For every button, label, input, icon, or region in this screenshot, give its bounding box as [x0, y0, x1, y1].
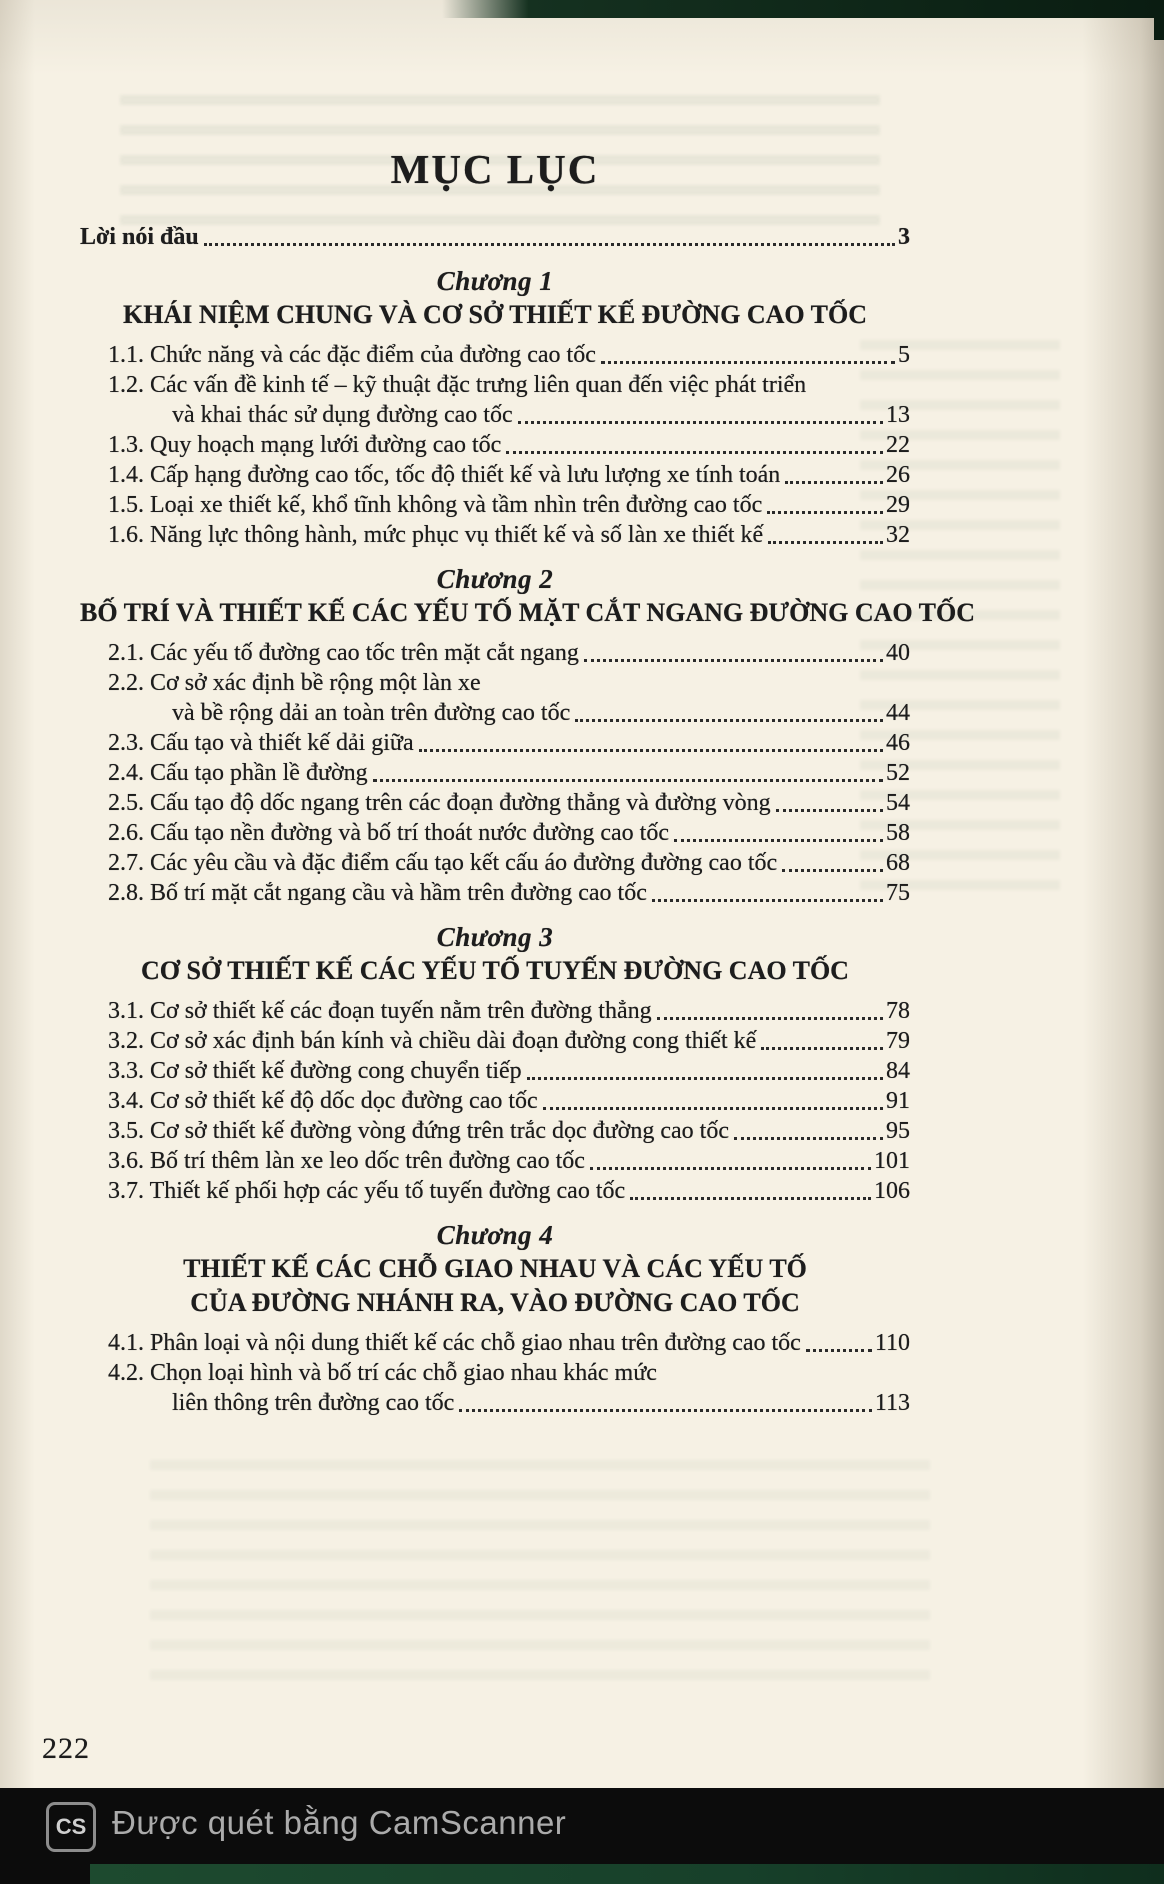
toc-entry-text: 3.3. Cơ sở thiết kế đường cong chuyển tiếp: [108, 1058, 522, 1084]
dot-leader: [527, 1056, 883, 1080]
toc-entry-page: 29: [886, 492, 910, 518]
toc-entry-page: 22: [886, 432, 910, 458]
toc-entry-text: 2.8. Bố trí mặt cắt ngang cầu và hầm trên đường cao tốc: [108, 880, 647, 906]
toc-entry-page: 46: [886, 730, 910, 756]
toc-entry-page: 44: [886, 700, 910, 726]
dot-leader: [785, 460, 883, 484]
toc-entry-text: 3.1. Cơ sở thiết kế các đoạn tuyến nằm trên đường thẳng: [108, 998, 652, 1024]
chapter-title: BỐ TRÍ VÀ THIẾT KẾ CÁC YẾU TỐ MẶT CẮT NGANG ĐƯỜNG CAO TỐC: [80, 598, 975, 627]
toc-entry: [80, 1116, 910, 1146]
dot-leader: [590, 1146, 871, 1170]
toc-entry-text: 1.1. Chức năng và các đặc điểm của đường cao tốc: [108, 342, 596, 368]
chapter-heading: Chương 4: [436, 1220, 554, 1250]
toc-entry: [80, 878, 910, 908]
dot-leader: [459, 1388, 872, 1412]
chapter-title: CỦA ĐƯỜNG NHÁNH RA, VÀO ĐƯỜNG CAO TỐC: [190, 1288, 800, 1317]
dot-leader: [734, 1116, 883, 1140]
toc-entry-page: 54: [886, 790, 910, 816]
toc-entry-text: 2.1. Các yếu tố đường cao tốc trên mặt cắt ngang: [108, 640, 579, 666]
page-title: MỤC LỤC: [390, 146, 600, 192]
toc-entry-page: 5: [898, 342, 910, 368]
dot-leader: [584, 638, 883, 662]
dot-leader: [652, 878, 883, 902]
dot-leader: [543, 1086, 883, 1110]
camscanner-logo-icon: CS: [46, 1802, 96, 1852]
toc-entry-page: 3: [898, 224, 910, 250]
toc-entry-page: 75: [886, 880, 910, 906]
toc-entry-text: 2.7. Các yêu cầu và đặc điểm cấu tạo kết cấu áo đường đường cao tốc: [108, 850, 778, 876]
toc-entry: [80, 400, 910, 430]
toc-entry: [80, 490, 910, 520]
dot-leader: [767, 490, 883, 514]
toc-entry-text: 2.5. Cấu tạo độ dốc ngang trên các đoạn đường thẳng và đường vòng: [108, 790, 771, 816]
toc-entry-text: 2.6. Cấu tạo nền đường và bố trí thoát nước đường cao tốc: [108, 820, 669, 846]
toc-entry-text: và khai thác sử dụng đường cao tốc: [172, 402, 513, 428]
toc-entry-text: 3.6. Bố trí thêm làn xe leo dốc trên đường cao tốc: [108, 1148, 585, 1174]
toc-entry-page: 68: [886, 850, 910, 876]
camscanner-watermark-text: Được quét bằng CamScanner: [112, 1804, 567, 1841]
toc-entry: [80, 728, 910, 758]
toc-entry: [80, 370, 910, 400]
dot-leader: [674, 818, 883, 842]
toc-entry-page: 13: [886, 402, 910, 428]
toc-entry: [80, 668, 910, 698]
toc-entry-text: 3.4. Cơ sở thiết kế độ dốc dọc đường cao tốc: [108, 1088, 538, 1114]
toc-entry: [80, 758, 910, 788]
toc-entry-text: 1.3. Quy hoạch mạng lưới đường cao tốc: [108, 432, 502, 458]
toc-entry-page: 106: [874, 1178, 910, 1204]
chapter-section: [80, 1218, 910, 1418]
toc-entry-page: 110: [874, 1330, 910, 1356]
scan-edge-corner: [1154, 0, 1164, 40]
toc-entry: [80, 1388, 910, 1418]
toc-entry-text: 2.3. Cấu tạo và thiết kế dải giữa: [108, 730, 414, 756]
toc-entry-page: 58: [886, 820, 910, 846]
toc-entry: [80, 1146, 910, 1176]
toc-entry-page: 95: [886, 1118, 910, 1144]
dot-leader: [419, 728, 883, 752]
camscanner-bar: [0, 1788, 1164, 1884]
toc-entry-text: 2.4. Cấu tạo phần lề đường: [108, 760, 368, 786]
dot-leader: [518, 400, 883, 424]
toc-entry: [80, 430, 910, 460]
toc-entry-page: 52: [886, 760, 910, 786]
chapter-section: [80, 920, 910, 1206]
toc-entry-text: 1.6. Năng lực thông hành, mức phục vụ thiết kế và số làn xe thiết kế: [108, 522, 764, 548]
dot-leader: [630, 1176, 871, 1200]
toc-entry: [80, 1328, 910, 1358]
toc-entry-text: và bề rộng dải an toàn trên đường cao tốc: [172, 700, 571, 726]
dot-leader: [506, 430, 883, 454]
toc-entry-text: Lời nói đầu: [80, 224, 199, 250]
bleedthrough-texture: [150, 1460, 930, 1680]
toc-entry-text: 4.1. Phân loại và nội dung thiết kế các chỗ giao nhau trên đường cao tốc: [108, 1330, 801, 1356]
dot-leader: [806, 1328, 872, 1352]
toc-entry-page: 91: [886, 1088, 910, 1114]
toc-entry: [80, 848, 910, 878]
toc-entry: [80, 1086, 910, 1116]
dot-leader: [776, 788, 883, 812]
page-number: 222: [42, 1732, 90, 1765]
toc-entry-preface: [80, 222, 910, 252]
dot-leader: [782, 848, 883, 872]
dot-leader: [761, 1026, 883, 1050]
toc-entry: [80, 698, 910, 728]
chapter-section: [80, 264, 910, 550]
toc-entry-text: 3.2. Cơ sở xác định bán kính và chiều dài đoạn đường cong thiết kế: [108, 1028, 757, 1054]
chapter-title: THIẾT KẾ CÁC CHỖ GIAO NHAU VÀ CÁC YẾU TỐ: [183, 1254, 807, 1283]
toc-entry-text: 4.2. Chọn loại hình và bố trí các chỗ giao nhau khác mức: [108, 1360, 657, 1386]
scan-edge-top: [442, 0, 1164, 18]
dot-leader: [601, 340, 895, 364]
toc-entry: [80, 520, 910, 550]
toc-entry: [80, 1026, 910, 1056]
toc-page: [80, 146, 975, 1418]
chapter-title: KHÁI NIỆM CHUNG VÀ CƠ SỞ THIẾT KẾ ĐƯỜNG CAO TỐC: [123, 300, 867, 329]
toc-entry-page: 26: [886, 462, 910, 488]
dot-leader: [575, 698, 883, 722]
toc-entry-page: 40: [886, 640, 910, 666]
toc-entry-text: 2.2. Cơ sở xác định bề rộng một làn xe: [108, 670, 481, 696]
toc-entry: [80, 1056, 910, 1086]
toc-entry-text: 1.2. Các vấn đề kinh tế – kỹ thuật đặc trưng liên quan đến việc phát triển: [108, 372, 807, 398]
chapter-heading: Chương 2: [436, 564, 554, 594]
toc-entry: [80, 788, 910, 818]
dot-leader: [204, 222, 895, 246]
chapters: [80, 264, 975, 1418]
toc-entry-page: 84: [886, 1058, 910, 1084]
toc-entry-page: 32: [886, 522, 910, 548]
chapter-title: CƠ SỞ THIẾT KẾ CÁC YẾU TỐ TUYẾN ĐƯỜNG CAO TỐC: [141, 956, 849, 985]
toc-entry-text: 3.7. Thiết kế phối hợp các yếu tố tuyến đường cao tốc: [108, 1178, 626, 1204]
chapter-section: [80, 562, 975, 908]
toc-entry-text: 1.5. Loại xe thiết kế, khổ tĩnh không và tầm nhìn trên đường cao tốc: [108, 492, 763, 518]
dot-leader: [768, 520, 883, 544]
toc-entry-text: liên thông trên đường cao tốc: [172, 1390, 455, 1416]
toc-entry: [80, 1358, 910, 1388]
toc-entry-page: 78: [886, 998, 910, 1024]
toc-entry-text: 3.5. Cơ sở thiết kế đường vòng đứng trên trắc dọc đường cao tốc: [108, 1118, 729, 1144]
toc-entry: [80, 1176, 910, 1206]
toc-entry: [80, 340, 910, 370]
toc-entry-text: 1.4. Cấp hạng đường cao tốc, tốc độ thiết kế và lưu lượng xe tính toán: [108, 462, 781, 488]
chapter-heading: Chương 3: [436, 922, 554, 952]
dot-leader: [657, 996, 883, 1020]
toc-entry: [80, 638, 910, 668]
toc-entry: [80, 460, 910, 490]
dot-leader: [373, 758, 883, 782]
toc-entry: [80, 818, 910, 848]
toc-entry-page: 113: [874, 1390, 910, 1416]
chapter-heading: Chương 1: [436, 266, 554, 296]
scan-edge-bottom: [90, 1864, 1164, 1884]
toc-entry-page: 79: [886, 1028, 910, 1054]
toc-entry-page: 101: [874, 1148, 910, 1174]
toc-entry: [80, 996, 910, 1026]
